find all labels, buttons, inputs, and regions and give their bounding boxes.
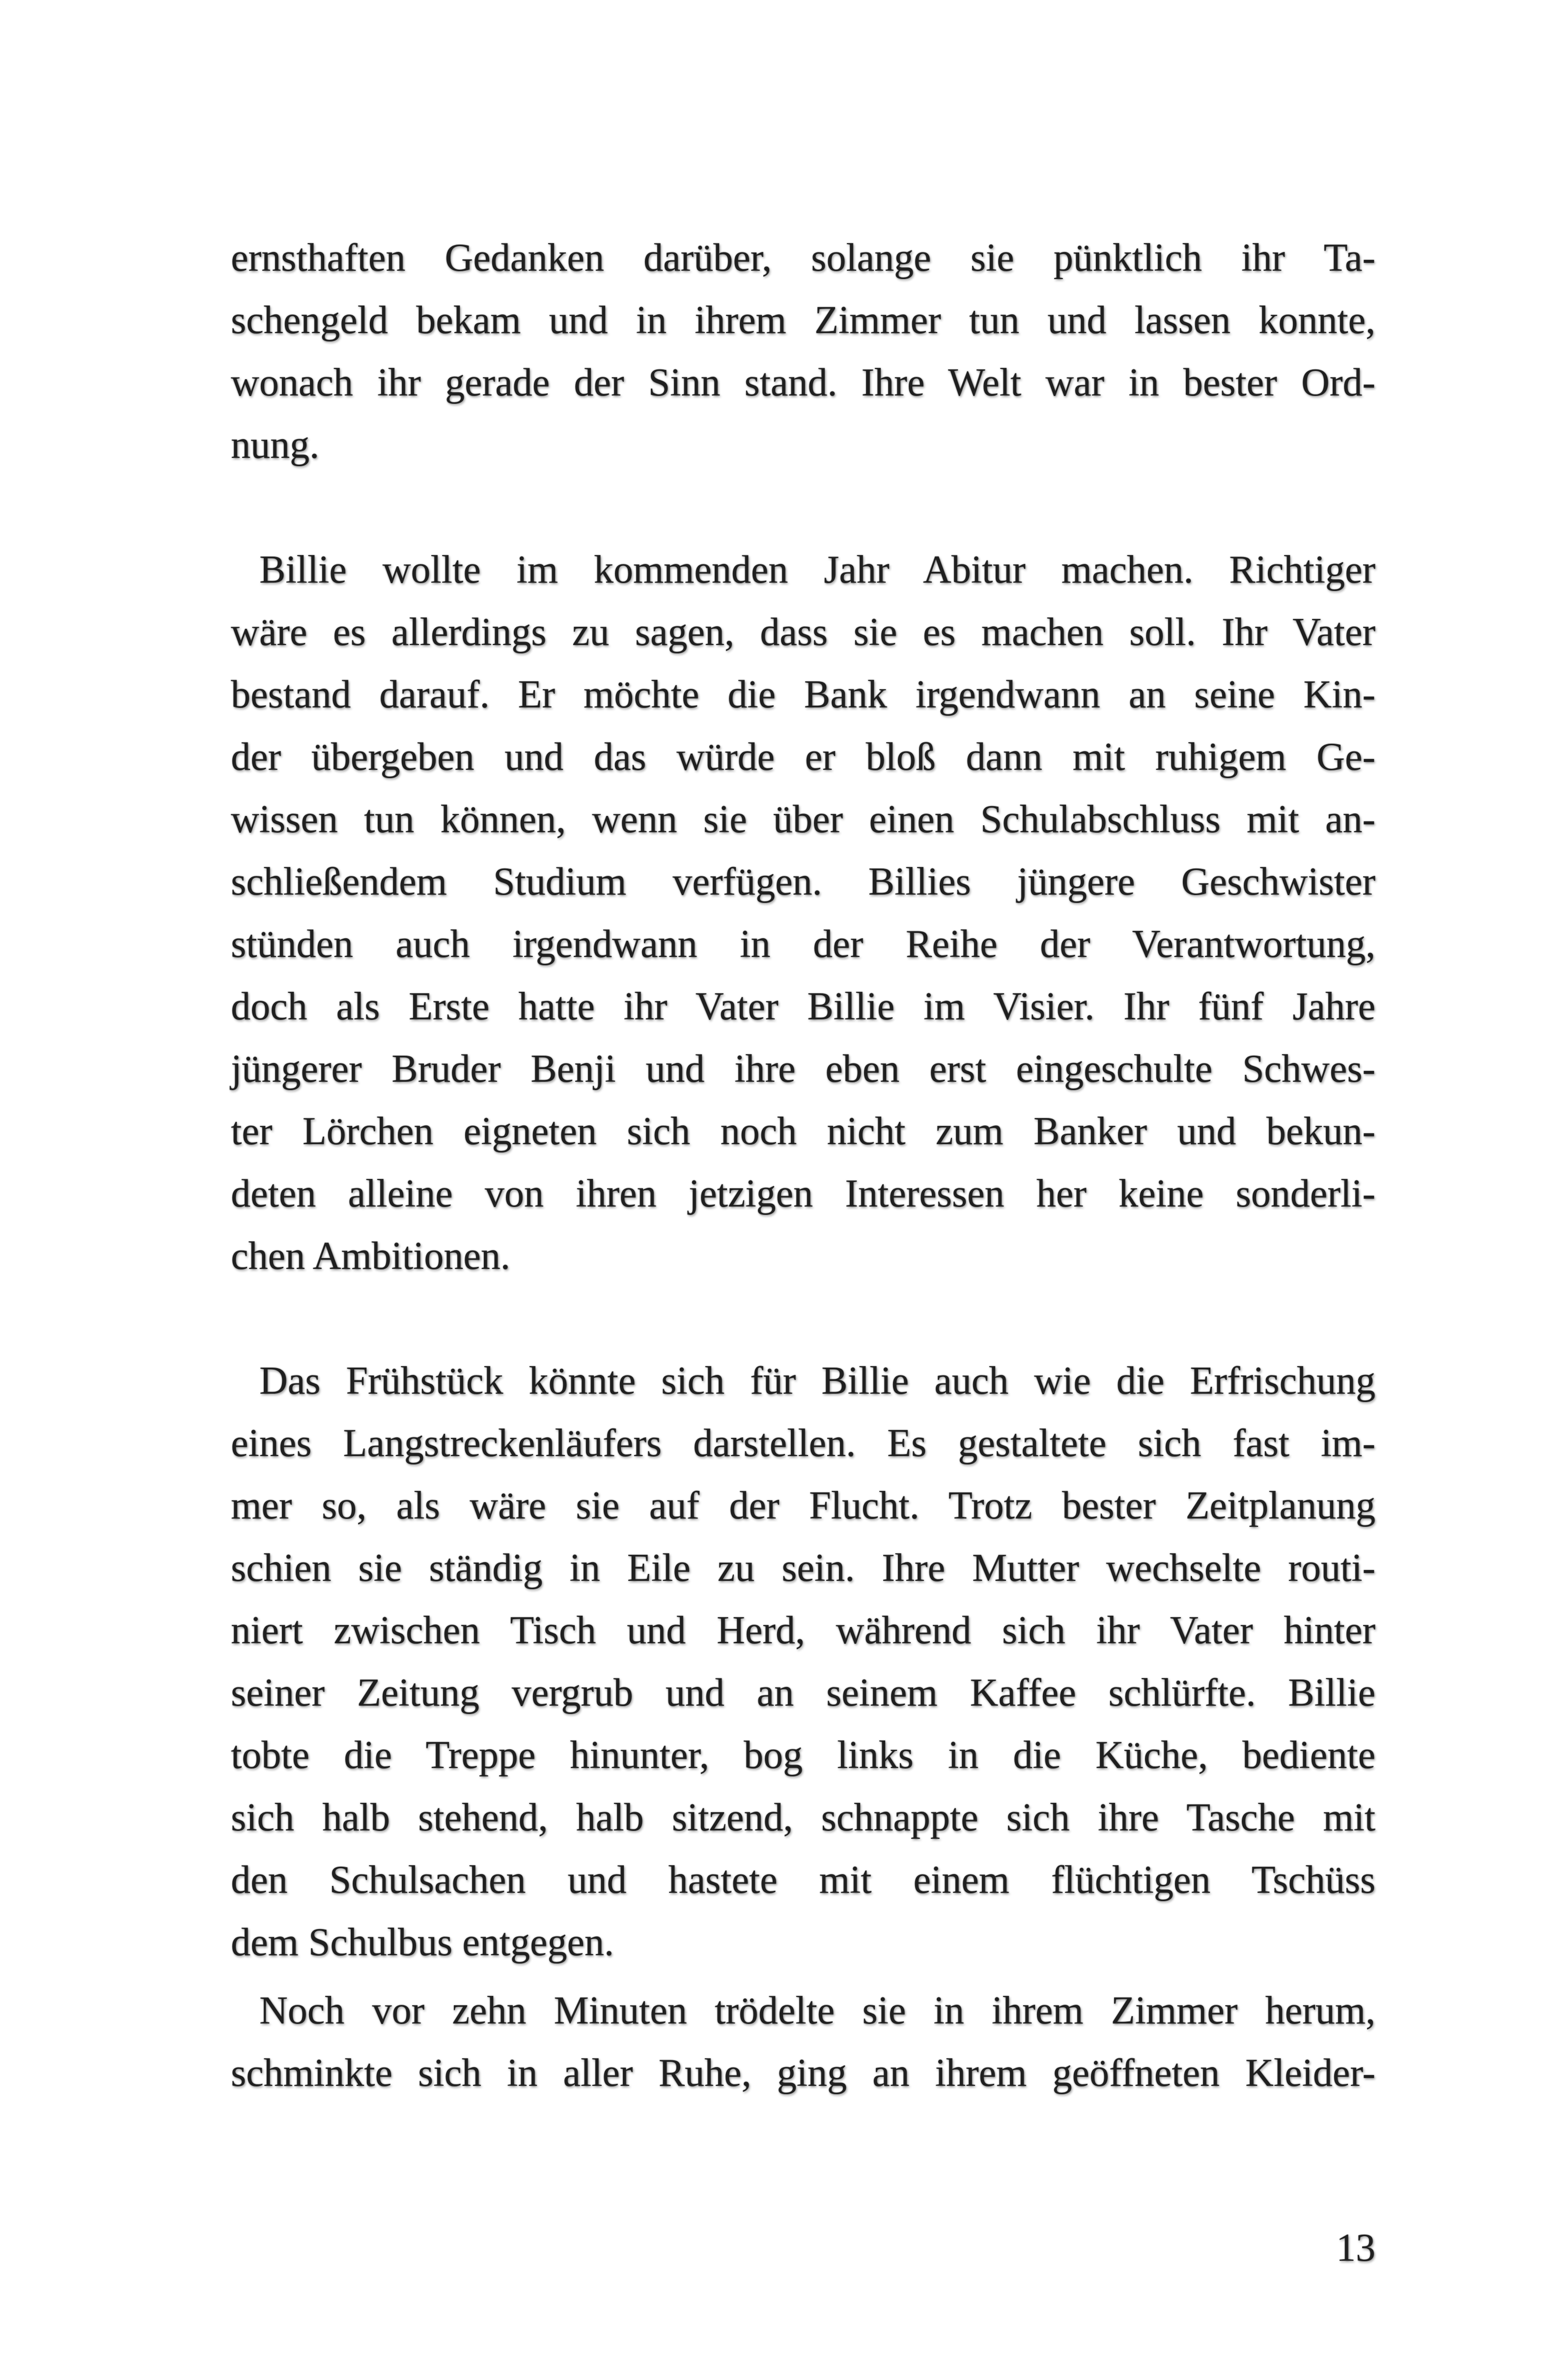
text-line: dem Schulbus entgegen. bbox=[231, 1921, 614, 1964]
text-line: jüngerer Bruder Benji und ihre eben erst eingeschulte Schwes- bbox=[231, 1047, 1375, 1091]
text-line: chen Ambitionen. bbox=[231, 1235, 510, 1278]
text-line: Billie wollte im kommenden Jahr Abitur machen. Richtiger bbox=[259, 548, 1375, 591]
paragraph-3 bbox=[231, 1350, 1375, 1974]
text-line: schminkte sich in aller Ruhe, ging an ihrem geöffneten Kleider- bbox=[231, 2051, 1375, 2095]
text-line: bestand darauf. Er möchte die Bank irgendwann an seine Kin- bbox=[231, 673, 1375, 716]
text-line: schengeld bekam und in ihrem Zimmer tun und lassen konnte, bbox=[231, 299, 1375, 342]
text-line: seiner Zeitung vergrub und an seinem Kaffee schlürfte. Billie bbox=[231, 1671, 1375, 1714]
text-line: Noch vor zehn Minuten trödelte sie in ihrem Zimmer herum, bbox=[259, 1989, 1375, 2032]
text-line: schließendem Studium verfügen. Billies jüngere Geschwister bbox=[231, 860, 1375, 903]
paragraph-1 bbox=[231, 227, 1375, 477]
page-number: 13 bbox=[1336, 2226, 1375, 2270]
text-line: Das Frühstück könnte sich für Billie auch wie die Erfrischung bbox=[259, 1359, 1375, 1403]
text-line: tobte die Treppe hinunter, bog links in die Küche, bediente bbox=[231, 1734, 1375, 1777]
text-line: ernsthaften Gedanken darüber, solange sie pünktlich ihr Ta- bbox=[231, 236, 1375, 280]
text-line: ter Lörchen eigneten sich noch nicht zum Banker und bekun- bbox=[231, 1110, 1375, 1153]
text-line: wissen tun können, wenn sie über einen Schulabschluss mit an- bbox=[231, 798, 1375, 841]
text-line: doch als Erste hatte ihr Vater Billie im Visier. Ihr fünf Jahre bbox=[231, 985, 1375, 1028]
text-line: sich halb stehend, halb sitzend, schnappte sich ihre Tasche mit bbox=[231, 1796, 1375, 1839]
text-line: nung. bbox=[231, 423, 319, 467]
text-line: der übergeben und das würde er bloß dann mit ruhigem Ge- bbox=[231, 735, 1375, 779]
text-line: deten alleine von ihren jetzigen Interessen her keine sonderli- bbox=[231, 1172, 1375, 1215]
text-line: wäre es allerdings zu sagen, dass sie es machen soll. Ihr Vater bbox=[231, 611, 1375, 654]
paragraph-4 bbox=[231, 1980, 1375, 2105]
text-line: den Schulsachen und hastete mit einem flüchtigen Tschüss bbox=[231, 1858, 1375, 1902]
text-line: stünden auch irgendwann in der Reihe der Verantwortung, bbox=[231, 923, 1375, 966]
paragraph-2 bbox=[231, 539, 1375, 1288]
text-line: niert zwischen Tisch und Herd, während sich ihr Vater hinter bbox=[231, 1609, 1375, 1652]
text-line: schien sie ständig in Eile zu sein. Ihre Mutter wechselte routi- bbox=[231, 1546, 1375, 1590]
text-line: eines Langstreckenläufers darstellen. Es gestaltete sich fast im- bbox=[231, 1422, 1375, 1465]
text-line: wonach ihr gerade der Sinn stand. Ihre Welt war in bester Ord- bbox=[231, 361, 1375, 404]
text-line: mer so, als wäre sie auf der Flucht. Trotz bester Zeitplanung bbox=[231, 1484, 1375, 1527]
